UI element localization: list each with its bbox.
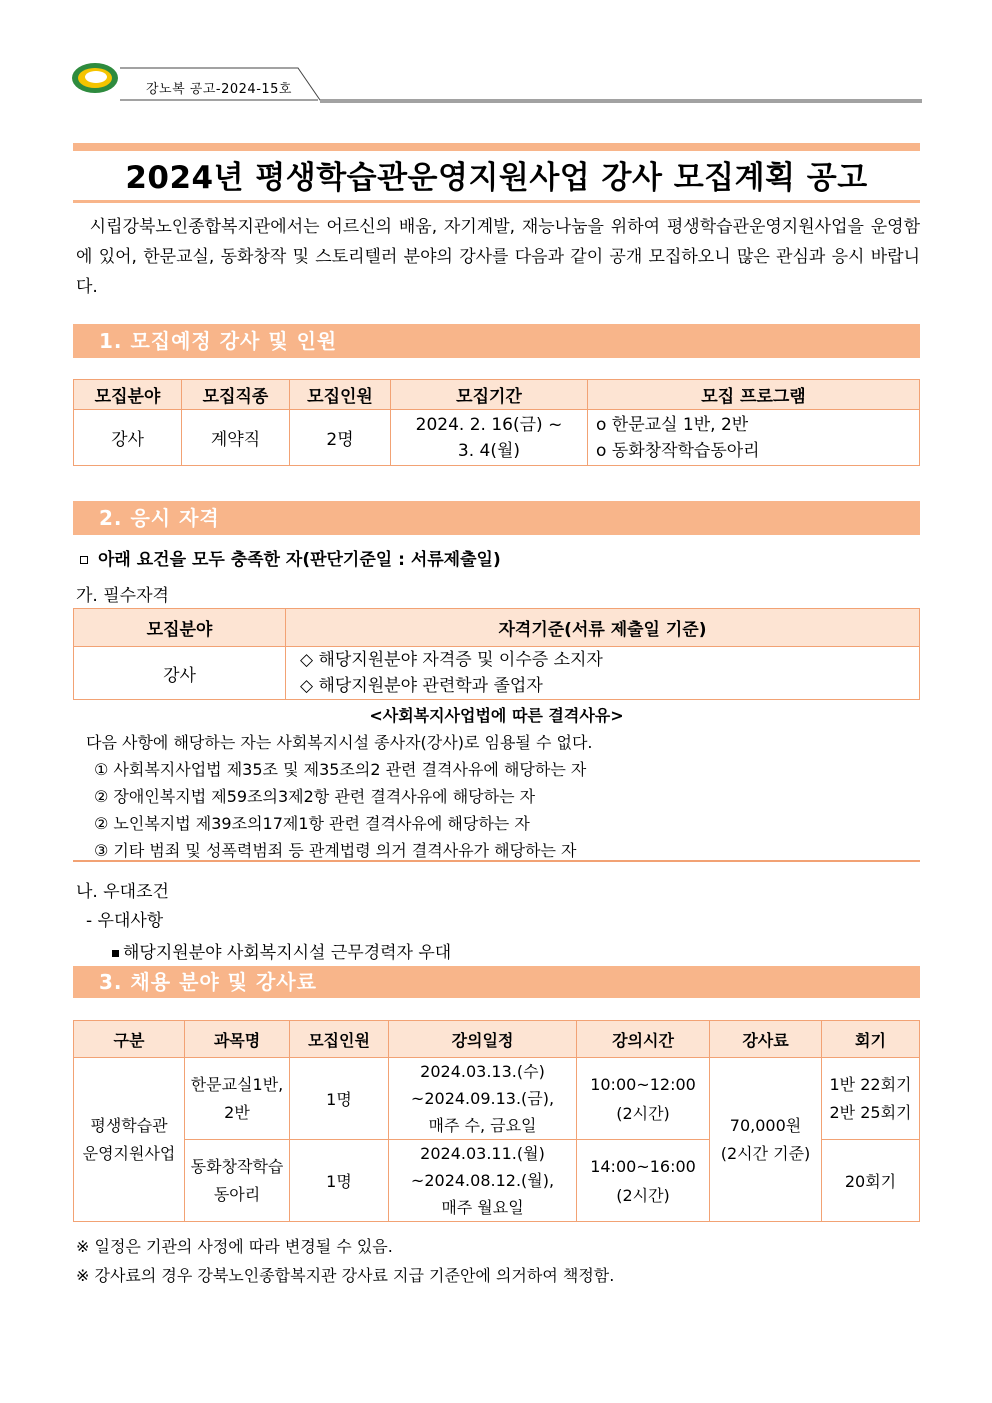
square-bullet-icon <box>80 556 88 564</box>
schedule-table <box>73 1020 920 1222</box>
page-title: 2024년 평생학습관운영지원사업 강사 모집계획 공고 <box>125 160 868 196</box>
qual-item: ◇ 해당지원분야 관련학과 졸업자 <box>300 676 543 696</box>
cell-field: 강사 <box>74 410 182 466</box>
fee-line1: 70,000원 <box>729 1115 802 1135</box>
col-header-job: 모집직종 <box>182 380 290 410</box>
title-bar-top <box>73 143 920 151</box>
qual-header-field: 모집분야 <box>74 609 286 647</box>
section1-heading: 1. 모집예정 강사 및 인원 <box>73 324 920 358</box>
sched-cell-sessions <box>822 1058 920 1140</box>
disqualification-item: ① 사회복지사업법 제35조 및 제35조의2 관련 결격사유에 해당하는 자 <box>94 760 587 779</box>
disqualification-title: <사회복지사업법에 따른 결격사유> <box>369 706 624 725</box>
sched-cell-subject <box>185 1058 290 1140</box>
sched-cell-count: 1명 <box>290 1140 389 1222</box>
cell-period <box>391 410 588 466</box>
sched-cell-time <box>577 1140 710 1222</box>
sessions-line2: 2반 25회기 <box>829 1102 912 1122</box>
program-item: o 동화창작학습동아리 <box>596 440 760 461</box>
section3-heading: 3. 채용 분야 및 강사료 <box>73 966 920 998</box>
schedule-line1: 2024.03.13.(수) <box>420 1062 545 1081</box>
disqualification-item: ② 노인복지법 제39조의17제1항 관련 결격사유에 해당하는 자 <box>94 814 530 833</box>
subject-line1: 동화창작학습 <box>190 1156 284 1176</box>
period-line2: 3. 4(월) <box>457 440 521 461</box>
qual-header-criteria: 자격기준(서류 제출일 기준) <box>286 609 920 647</box>
intro-paragraph <box>76 212 920 302</box>
qual-cell-field: 강사 <box>74 647 286 700</box>
document-number: 강노복 공고-2024-15호 <box>146 82 292 97</box>
schedule-line3: 매주 월요일 <box>441 1198 524 1217</box>
disqualification-intro: 다음 사항에 해당하는 자는 사회복지시설 종사자(강사)로 임용될 수 없다. <box>86 733 593 752</box>
sessions-line1: 1반 22회기 <box>829 1074 912 1094</box>
sched-cell-subject <box>185 1140 290 1222</box>
schedule-line2: ~2024.09.13.(금), <box>410 1089 555 1108</box>
qual-item: ◇ 해당지원분야 자격증 및 이수증 소지자 <box>300 650 603 670</box>
schedule-line1: 2024.03.11.(월) <box>420 1144 545 1163</box>
qualification-table <box>73 608 920 700</box>
col-header-count: 모집인원 <box>290 380 391 410</box>
sched-cell-time <box>577 1058 710 1140</box>
requirement-line <box>80 545 501 570</box>
subject-line1: 한문교실1반, <box>190 1074 284 1094</box>
disqualification-item: ③ 기타 범죄 및 성폭력범죄 등 관계법령 의거 결격사유가 해당하는 자 <box>94 841 577 860</box>
preference-heading: - 우대사항 <box>86 911 164 931</box>
qual-cell-criteria <box>286 647 920 700</box>
sched-cell-category <box>74 1058 185 1222</box>
intro-text: 시립강북노인종합복지관에서는 어르신의 배움, 자기계발, 재능나눔을 위하여 평생학습관운영지원사업을 운영함에 있어, 한문교실, 동화창작 및 스토리텔러 분야의 강사를 다음과 같이 공개 모집하오니 많은 관심과 응시 바랍니다. <box>76 217 920 297</box>
period-line1: 2024. 2. 16(금) ~ <box>415 414 563 435</box>
category-line1: 평생학습관 <box>90 1115 168 1135</box>
sub-heading-b: 나. 우대조건 <box>76 882 169 902</box>
preference-item-text: 해당지원분야 사회복지시설 근무경력자 우대 <box>123 943 452 963</box>
disqualification-item: ② 장애인복지법 제59조의3제2항 관련 결격사유에 해당하는 자 <box>94 787 536 806</box>
sched-header-sessions: 회기 <box>822 1021 920 1058</box>
program-item: o 한문교실 1반, 2반 <box>596 414 749 435</box>
sched-header-time: 강의시간 <box>577 1021 710 1058</box>
sched-cell-schedule <box>389 1140 577 1222</box>
schedule-line3: 매주 수, 금요일 <box>428 1116 537 1135</box>
subject-line2: 동아리 <box>213 1184 261 1204</box>
sched-cell-fee <box>710 1058 822 1222</box>
sched-header-fee: 강사료 <box>710 1021 822 1058</box>
fee-line2: (2시간 기준) <box>720 1143 811 1163</box>
filled-square-bullet-icon <box>112 950 119 957</box>
cell-job: 계약직 <box>182 410 290 466</box>
sub-heading-a: 가. 필수자격 <box>76 586 169 606</box>
sched-cell-sessions: 20회기 <box>822 1140 920 1222</box>
preference-item <box>112 938 451 963</box>
cell-programs <box>588 410 920 466</box>
note-item: ※ 강사료의 경우 강북노인종합복지관 강사료 지급 기준안에 의거하여 책정함. <box>76 1266 615 1285</box>
title-bar-bottom <box>73 200 920 203</box>
disqualification-bottom-border <box>73 860 920 862</box>
time-line1: 14:00~16:00 <box>590 1156 696 1176</box>
category-line2: 운영지원사업 <box>82 1143 176 1163</box>
document-header <box>70 58 922 104</box>
time-line2: (2시간) <box>616 1103 670 1123</box>
sched-header-category: 구분 <box>74 1021 185 1058</box>
sched-header-schedule: 강의일정 <box>389 1021 577 1058</box>
sched-cell-count: 1명 <box>290 1058 389 1140</box>
cell-count: 2명 <box>290 410 391 466</box>
sched-header-count: 모집인원 <box>290 1021 389 1058</box>
requirement-text: 아래 요건을 모두 충족한 자(판단기준일 : 서류제출일) <box>98 550 501 570</box>
note-item: ※ 일정은 기관의 사정에 따라 변경될 수 있음. <box>76 1237 393 1256</box>
section2-heading: 2. 응시 자격 <box>73 501 920 535</box>
time-line1: 10:00~12:00 <box>590 1074 696 1094</box>
organization-logo <box>70 60 120 96</box>
time-line2: (2시간) <box>616 1185 670 1205</box>
sched-cell-schedule <box>389 1058 577 1140</box>
subject-line2: 2반 <box>224 1102 250 1122</box>
col-header-period: 모집기간 <box>391 380 588 410</box>
col-header-field: 모집분야 <box>74 380 182 410</box>
recruitment-table <box>73 379 920 466</box>
schedule-line2: ~2024.08.12.(월), <box>410 1171 555 1190</box>
col-header-program: 모집 프로그램 <box>588 380 920 410</box>
sched-header-subject: 과목명 <box>185 1021 290 1058</box>
